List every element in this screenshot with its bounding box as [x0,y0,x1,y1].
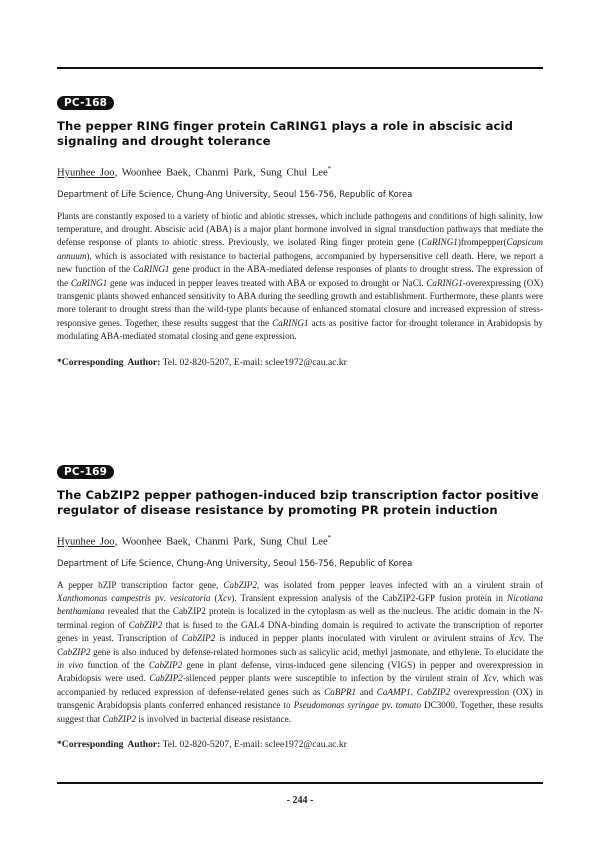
italic-term: CabZIP2 [102,713,137,724]
italic-term: Xcv [509,633,523,644]
author-list: Hyunhee Joo, Woonhee Baek, Chanmi Park, Sung Chul Lee* [57,534,332,548]
italic-term: CaBPR1 [324,686,357,697]
italic-term: CabZIP2 [148,659,183,670]
italic-term: CabZIP2 [57,646,91,657]
author-corresponding: Sung Chul Lee [260,167,328,179]
italic-term: Xcv [482,673,497,684]
author-list: Hyunhee Joo, Woonhee Baek, Chanmi Park, Sung Chul Lee* [57,165,332,179]
abstract-pc-168 [57,93,543,369]
italic-term: CabZIP2 [149,673,183,684]
italic-term: Nicotiana benthamiana [57,592,543,617]
author: Chanmi Park [195,167,253,179]
author: Chanmi Park [195,536,253,548]
italic-term: Pseudomonas syringae [293,700,379,711]
italic-term: CabZIP2 [181,633,216,644]
italic-term: CaRING1 [426,277,463,288]
italic-term: CaRING1 [421,237,458,248]
corresponding-author [57,356,543,369]
italic-term: tomato [395,700,422,711]
italic-term: CaRING1 [272,317,309,328]
italic-term: CabZIP2 [223,579,257,590]
italic-term: CabZIP2 [128,619,163,630]
author-presenting: Hyunhee Joo [57,167,115,179]
italic-term: CaRING1 [70,277,108,288]
page-number: - 244 - [286,795,314,806]
author: Woonhee Baek [121,536,188,548]
italic-term: CabZIP2 [416,686,451,697]
italic-term: Xanthomonas campestris [57,592,151,603]
corresponding-label: *Corresponding Author: [57,739,161,750]
corresponding-author [57,738,543,751]
corresponding-label: *Corresponding Author: [57,356,161,368]
affiliation: Department of Life Science, Chung-Ang University, Seoul 156-756, Republic of Korea [57,557,413,568]
abstract-body: A pepper bZIP transcription factor gene, CabZIP2, was isolated from pepper leaves infected with an a virulent strain of Xanthomonas campestris pv. vesicatoria (Xcv). Transient expression analysis of the CabZIP2-GFP fusion protein in Nicotiana benthamiana revealed that the CabZIP2 protein is localized in the cytoplasm as well as the nucleus. The acidic domain in the N-terminal region of CabZIP2 that is fused to the GAL4 DNA-binding domain is required to activate the transcription of reporter genes in yeast. Transcription of CabZIP2 is induced in pepper plants inoculated with virulent or avirulent strains of Xcv. The CabZIP2 gene is also induced by defense-related hormones such as salicylic acid, methyl jasmonate, and ethylene. To elucidate the in vivo function of the CabZIP2 gene in plant defense, virus-induced gene silencing (VIGS) in pepper and overexpression in Arabidopsis were used. CabZIP2-silenced pepper plants were susceptible to infection by the virulent strain of Xcv, which was accompanied by reduced expression of defense-related genes such as CaBPR1 and CaAMP1. CabZIP2 overexpression (OX) in transgenic Arabidopsis plants conferred enhanced resistance to Pseudomonas syringae pv. tomato DC3000. Together, these results suggest that CabZIP2 is involved in bacterial disease resistance. [57,579,544,724]
author: Woonhee Baek [121,167,188,179]
italic-term: CaRING1 [132,264,170,275]
corresponding-contact: Tel. 02-820-5207, E-mail: sclee1972@cau.ac.kr [162,739,347,750]
italic-term: Capsicum annuum [57,237,543,261]
italic-term: CaAMP1 [376,686,411,697]
italic-term: vesicatoria [169,592,211,603]
abstract-body: Plants are constantly exposed to a variety of biotic and abiotic stresses, which include pathogens and conditions of high salinity, low temperature, and drought. Abscisic acid (ABA) is a major plant hormone involved in signal transduction pathways that mediate the defense response of plants to abiotic stress. Previously, we isolated Ring finger protein gene (CaRING1)frompepper(Capsicum annuum), which is associated with resistance to bacterial pathogens, accompanied by hypersensitive cell death. Here, we report a new function of the CaRING1 gene product in the ABA-mediated defense responses of plants to drought stress. The expression of the CaRING1 gene was induced in pepper leaves treated with ABA or exposed to drought or NaCl. CaRING1-overexpressing (OX) transgenic plants showed enhanced sensitivity to ABA during the seedling growth and establishment. Furthermore, these plants were more tolerant to drought stress than the wild-type plants because of enhanced stomatal closure and increased expression of stress-responsive genes. Together, these results suggest that the CaRING1 acts as positive factor for drought tolerance in Arabidopsis by modulating ABA-mediated stomatal closing and gene expression. [57,210,543,342]
affiliation: Department of Life Science, Chung-Ang University, Seoul 156-756, Republic of Korea [57,188,413,199]
top-rule [57,67,543,69]
bottom-rule [57,782,543,784]
author-presenting: Hyunhee Joo [57,536,115,548]
abstract-code-badge: PC-169 [57,465,114,479]
abstract-code-badge: PC-168 [57,96,114,110]
italic-term: Xcv [217,592,232,603]
abstract-title: The pepper RING finger protein CaRING1 plays a role in abscisic acid signaling and drought tolerance [57,119,514,148]
corresponding-mark: * [327,165,332,173]
corresponding-contact: Tel. 02-820-5207, E-mail: sclee1972@cau.ac.kr [162,356,347,368]
corresponding-mark: * [327,534,332,542]
author-corresponding: Sung Chul Lee [260,536,328,548]
abstract-pc-169 [57,462,543,751]
abstract-title: The CabZIP2 pepper pathogen-induced bzip transcription factor positive regulator of disease resistance by promoting PR protein induction [57,488,539,517]
italic-term: in vivo [57,659,84,670]
